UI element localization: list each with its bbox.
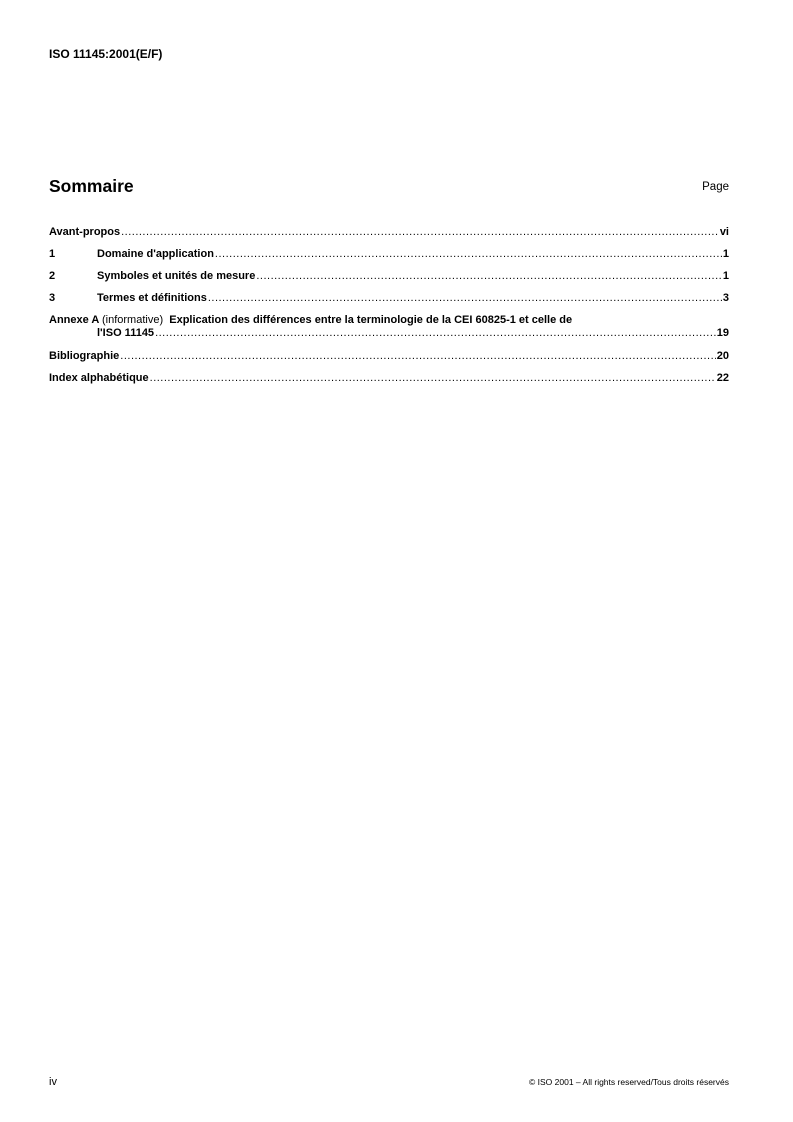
annex-prefix: Annexe A — [49, 314, 99, 326]
toc-entry-index[interactable] — [49, 372, 729, 385]
toc-entry-label: Index alphabétique — [49, 372, 149, 384]
dot-leader — [256, 270, 722, 283]
toc-entry-page: 1 — [722, 270, 729, 282]
toc-entry-label: Bibliographie — [49, 350, 120, 362]
toc-entry-page: 19 — [716, 327, 729, 339]
toc-entry-number: 2 — [49, 270, 56, 282]
toc-entry-number: 1 — [49, 248, 56, 260]
toc-entry-page: 1 — [722, 248, 729, 260]
annex-title-continued: l'ISO 11145 — [97, 327, 155, 339]
dot-leader — [208, 292, 722, 305]
toc-entry-page: 20 — [716, 350, 729, 362]
toc-entry-annex-a[interactable] — [49, 314, 729, 340]
toc-entry-terms[interactable] — [49, 292, 729, 305]
toc-entry-number: 3 — [49, 292, 56, 304]
dot-leader — [150, 372, 716, 385]
toc-entry-page: vi — [719, 226, 729, 238]
copyright-notice: © ISO 2001 – All rights reserved/Tous droits réservés — [529, 1077, 729, 1087]
annex-title: Explication des différences entre la terminologie de la CEI 60825-1 et celle de — [169, 314, 573, 326]
toc-entry-page: 3 — [722, 292, 729, 304]
page-column-label: Page — [702, 181, 729, 193]
toc-heading — [49, 176, 729, 200]
document-id: ISO 11145:2001(E/F) — [49, 47, 163, 61]
toc-entry-bibliography[interactable] — [49, 350, 729, 363]
table-of-contents — [49, 226, 729, 394]
dot-leader — [215, 248, 722, 261]
page-title: Sommaire — [49, 176, 134, 196]
toc-entry-page: 22 — [716, 372, 729, 384]
dot-leader — [121, 226, 719, 239]
toc-entry-label: Termes et définitions — [97, 292, 207, 304]
page-number: iv — [49, 1076, 57, 1088]
toc-entry-scope[interactable] — [49, 248, 729, 261]
dot-leader — [155, 327, 716, 340]
toc-entry-label: Domaine d'application — [97, 248, 214, 260]
annex-kind: (informative) — [101, 314, 164, 326]
dot-leader — [120, 350, 715, 363]
toc-entry-label: Symboles et unités de mesure — [97, 270, 256, 282]
toc-entry-foreword[interactable] — [49, 226, 729, 239]
toc-entry-label: Avant-propos — [49, 226, 121, 238]
toc-entry-symbols[interactable] — [49, 270, 729, 283]
